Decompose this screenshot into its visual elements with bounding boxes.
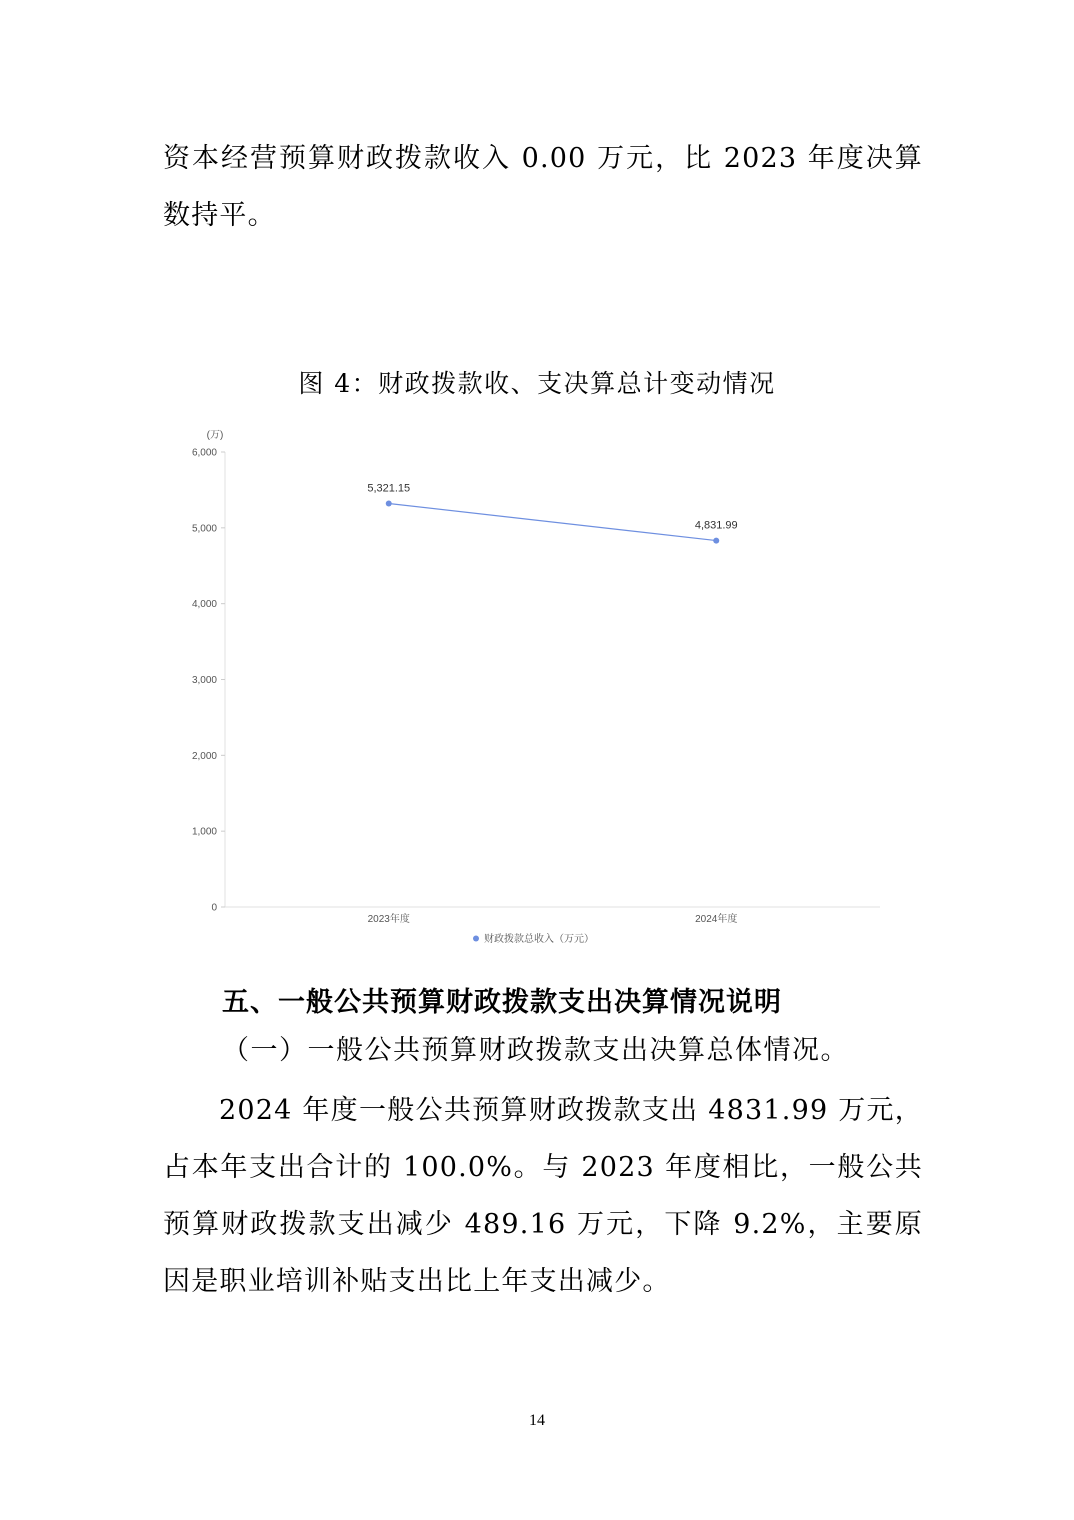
y-tick-label: 3,000 [191,675,217,686]
legend-marker [473,936,479,942]
y-tick-label: 0 [211,902,217,914]
top-paragraph: 资本经营预算财政拨款收入 0.00 万元，比 2023 年度决算数持平。 [163,143,923,231]
y-tick-label: 4,000 [191,599,217,611]
section-heading: 五、一般公共预算财政拨款支出决算情况说明 [222,987,782,1018]
data-point [713,538,719,544]
y-axis [192,429,225,914]
x-tick-label: 2023年度 [367,914,410,925]
line-chart [150,420,890,960]
y-tick-label: 1,000 [191,826,217,838]
y-tick-label: 2,000 [191,750,217,762]
data-point [386,500,392,506]
series-line [389,503,717,540]
y-tick-label: 6,000 [191,447,217,459]
data-label: 5,321.15 [367,482,411,495]
main-paragraph: 2024 年度一般公共预算财政拨款支出 4831.99 万元，占本年支出合计的 100.0%。与 2023 年度相比，一般公共预算财政拨款支出减少 489.16 万元，下降 9.2%，主要原因是职业培训补贴支出比上年支出减少。 [163,1095,923,1297]
x-axis [225,907,880,925]
sub-heading: （一）一般公共预算财政拨款支出决算总体情况。 [222,1035,849,1066]
page-number: 14 [529,1412,545,1429]
x-tick-label: 2024年度 [695,914,738,925]
chart-series [367,482,737,543]
data-label: 4,831.99 [694,519,738,532]
figure-caption: 图 4：财政拨款收、支决算总计变动情况 [298,369,776,398]
chart-legend [473,932,594,945]
legend-label: 财政拨款总收入（万元） [484,934,594,945]
y-tick-label: 5,000 [191,523,217,535]
y-unit-label: (万) [206,430,224,441]
